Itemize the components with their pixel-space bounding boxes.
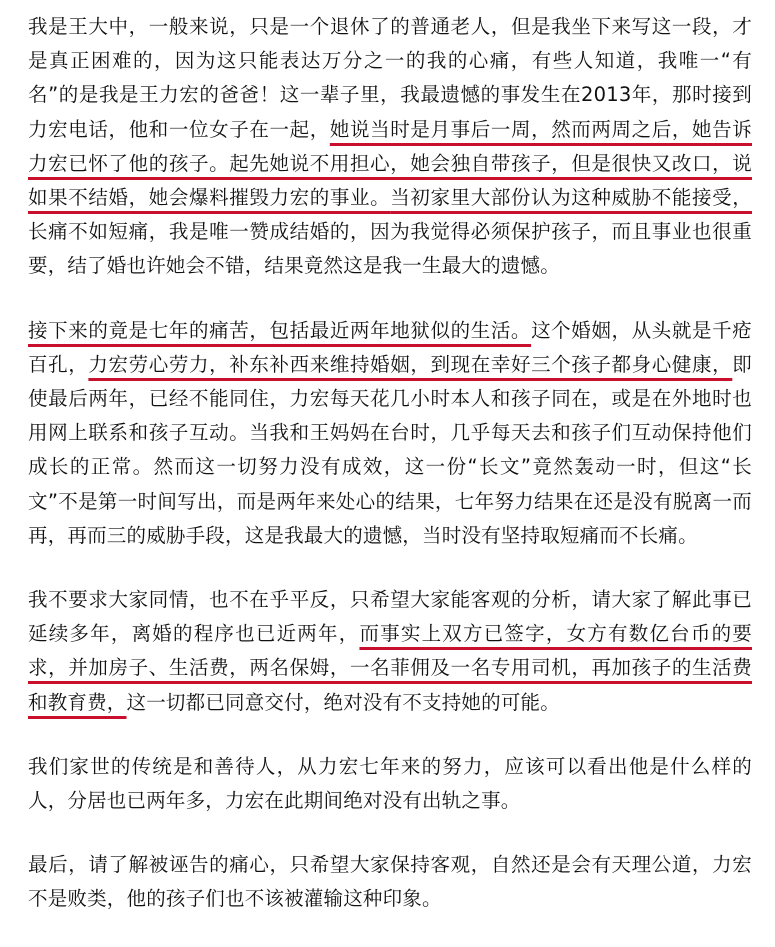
underlined-segment: 她说当时是月事后一周，然而两周之后，她告诉力宏已怀了他的孩子。起先她说不用担心，她会独自带孩子，但是很快又改口，说如果不结婚，她会爆料摧毁力宏的事业。	[28, 117, 752, 210]
underlined-segment: 当初家里大部份认为这种威胁不能接受，	[390, 186, 752, 210]
text-segment: 即使最后两年，已经不能同住，力宏每天花几小时本人和孩子同在，或是在外地时也用网上联系和孩子互动。当我和王妈妈在台时，几乎每天去和孩子们互动保持他们成长的正常。然而这一切努力没有成效，这一份“长文”竟然轰动一时，但这“长文”不是第一时间写出，而是两年来处心的结果，七年努力结果在还是没有脱离一而再，再而三的威胁手段，这是我最大的遗憾，当时没有坚持取短痛而不长痛。	[28, 352, 752, 547]
text-segment: 长痛不如短痛，我是唯一赞成结婚的，因为我觉得必须保护孩子，而且事业也很重要，结了婚也许她会不错，结果竟然这是我一生最大的遗憾。	[28, 220, 752, 278]
underlined-segment: 力宏劳心劳力，补东补西来维持婚姻，到现在幸好三个孩子都身心健康，	[88, 352, 733, 376]
text-segment: 这个婚姻，从头就是千疮百孔，	[28, 318, 752, 376]
underlined-segment: 接下来的竟是七年的痛苦，包括最近两年地狱似的生活。	[28, 318, 532, 342]
paragraph-5	[28, 848, 752, 916]
text-segment: 我们家世的传统是和善待人，从力宏七年来的努力，应该可以看出他是什么样的人，分居也已两年多，力宏在此期间绝对没有出轨之事。	[28, 754, 752, 813]
text-segment: 我是王大中，一般来说，只是一个退休了的普通老人，但是我坐下来写这一段，才是真正困难的，因为这只能表达万分之一的我的心痛，有些人知道，我唯一“有名”的是我是王力宏的爸爸！这一辈子里，我最遗憾的事发生在2013年，那时接到力宏电话，他和一位女子在一起，	[28, 15, 752, 141]
text-segment: 最后，请了解被诬告的痛心，只希望大家保持客观，自然还是会有天理公道，力宏不是败类，他的孩子们也不该被灌输这种印象。	[28, 853, 752, 911]
letter-document	[28, 10, 752, 947]
paragraph-3	[28, 583, 752, 720]
paragraph-1	[28, 10, 752, 284]
paragraph-2	[28, 314, 752, 553]
text-segment: 这一切都已同意交付，绝对没有不支持她的可能。	[126, 690, 560, 714]
paragraph-4	[28, 750, 752, 818]
underlined-segment: 而事实上双方已签字，女方有数亿台币的要求，并加房子、生活费，两名保姆，一名菲佣及一名专用司机，再加孩子的生活费和教育费，	[28, 622, 752, 714]
text-segment: 我不要求大家同情，也不在乎平反，只希望大家能客观的分析，请大家了解此事已延续多年，离婚的程序也已近两年，	[28, 588, 752, 646]
